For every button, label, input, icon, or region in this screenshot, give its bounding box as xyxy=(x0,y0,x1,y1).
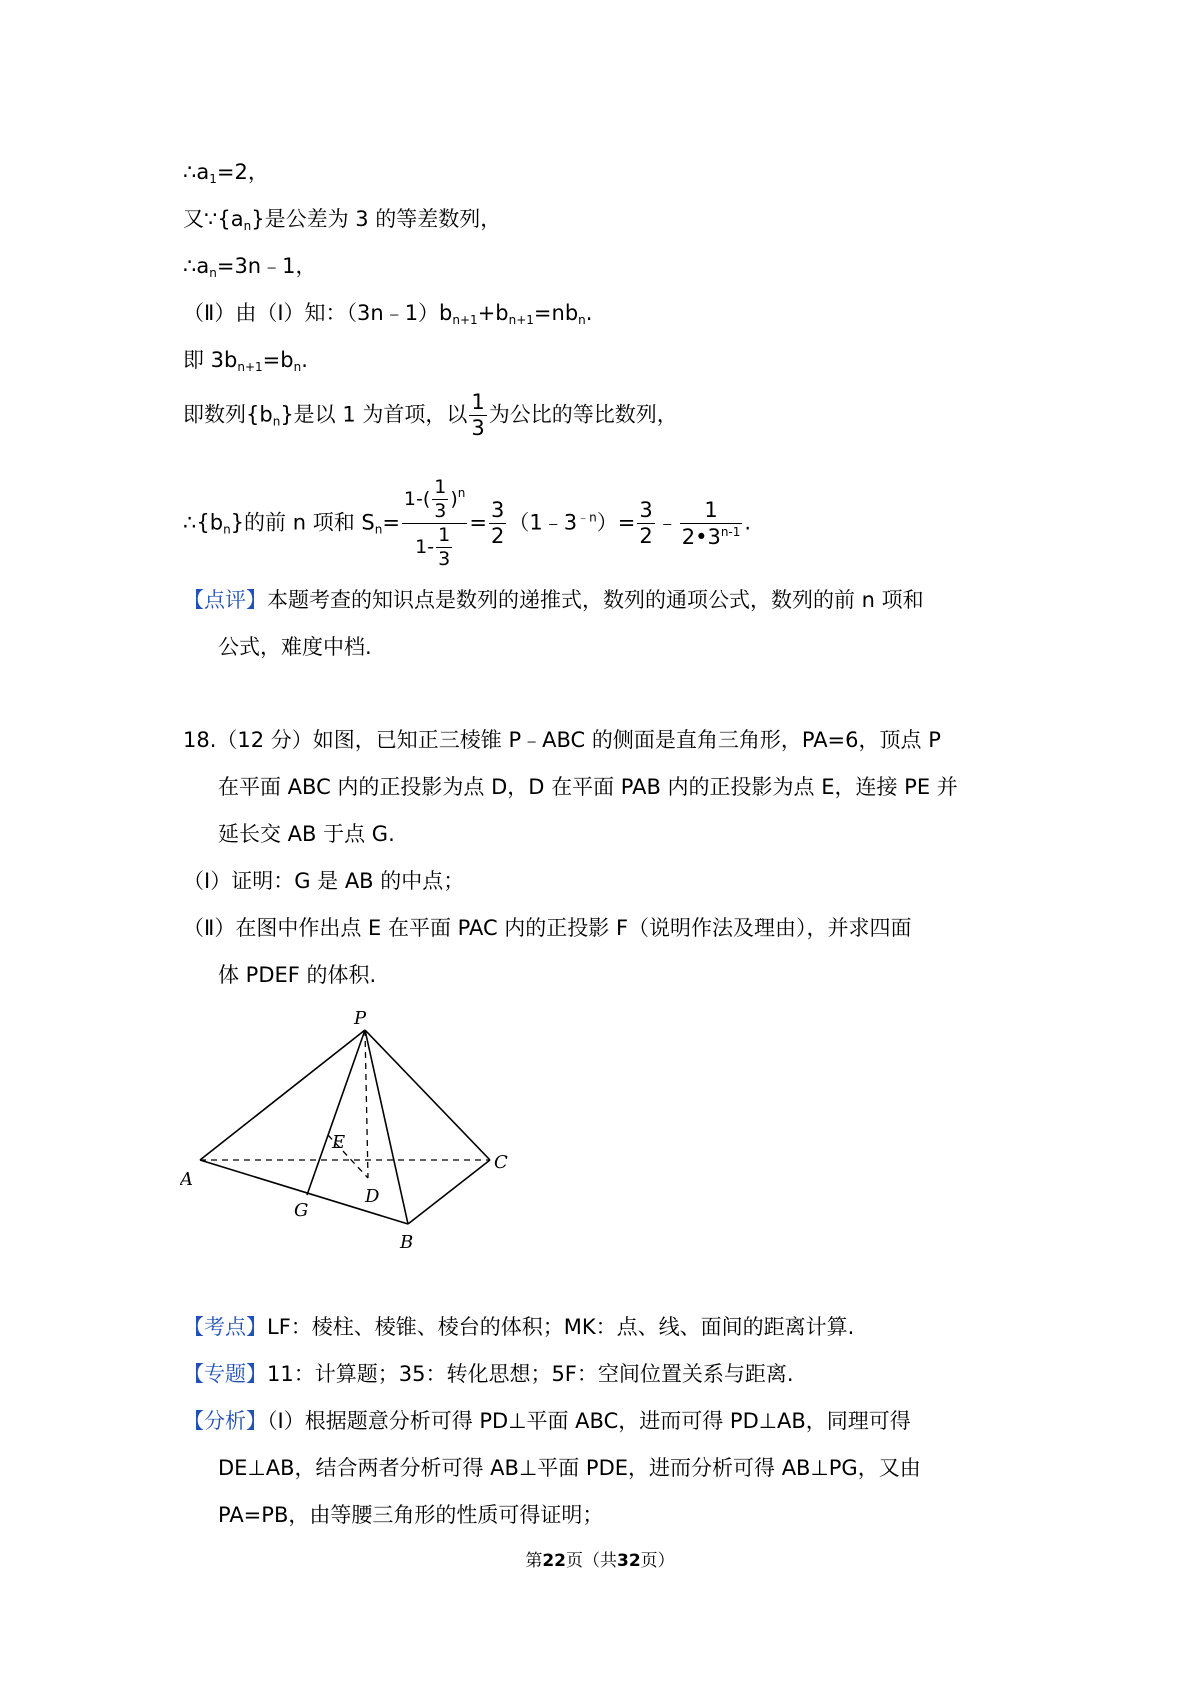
segment-pd-hidden xyxy=(365,1030,368,1178)
problem-18-part1: （Ⅰ）证明：G 是 AB 的中点； xyxy=(183,869,465,893)
pyramid-figure xyxy=(180,1000,520,1255)
label-g: G xyxy=(294,1200,309,1221)
solution-line-part2: （Ⅱ）由（Ⅰ）知：$(3n﹣1)b_{n+1}+b_{n+1}=nb_n$. xyxy=(183,301,593,327)
fenxi-line-3: PA=PB，由等腰三角形的性质可得证明； xyxy=(218,1503,604,1527)
page-number: 22 xyxy=(542,1551,566,1571)
problem-18-line-3: 延长交 AB 于点 G. xyxy=(218,822,395,846)
solution-line-recur: 即 $3b_{n+1}=b_n$. xyxy=(183,348,308,374)
kaodian-tag: 【考点】 xyxy=(183,1315,267,1339)
problem-18-part2-line-2: 体 PDEF 的体积. xyxy=(218,963,377,987)
fraction-three-halves: $\frac{3}{2}$ xyxy=(491,498,505,548)
edge-pg xyxy=(307,1030,365,1195)
zhuanti-tag: 【专题】 xyxy=(183,1362,267,1386)
review-line-2: 公式，难度中档. xyxy=(218,635,372,659)
problem-18-line-2: 在平面 ABC 内的正投影为点 D，D 在平面 PAB 内的正投影为点 E，连接 PE 并 xyxy=(218,775,958,799)
label-c: C xyxy=(494,1152,508,1173)
edge-bc xyxy=(408,1160,490,1224)
review-tag: 【点评】 xyxy=(183,588,267,612)
page-total: 32 xyxy=(617,1551,641,1571)
label-b: B xyxy=(400,1232,414,1253)
problem-18-part2-line-1: （Ⅱ）在图中作出点 E 在平面 PAC 内的正投影 F（说明作法及理由），并求四面 xyxy=(183,916,912,940)
sum-fraction: 1-( $\frac{1}{3}$ )$^n$ 1- $\frac{1}{3}$ xyxy=(403,476,466,570)
solution-line-geometric: 即数列$\{b_n\}$是以 1 为首项，以 $\frac{1}{3}$ 为公比的等比数列， xyxy=(183,390,678,440)
solution-line-sum: $\therefore\{b_n\}$的前 n 项和 $S_n=$ 1-( $\frac{1}{3}$ )$^n$ 1- $\frac{1}{3}$ = $\frac{3}{2}$ $(1﹣3^{﹣n})=$ $\frac{3}{2}$ ﹣ $\frac{1}{2•3^{n-1}}$ . xyxy=(183,476,752,570)
zhuanti-line: 【专题】11：计算题；35：转化思想；5F：空间位置关系与距离. xyxy=(183,1362,794,1386)
edge-pc xyxy=(365,1030,490,1160)
page-footer: 第22页（共32页） xyxy=(525,1551,675,1571)
solution-line-a1: $\therefore a_1=2$， xyxy=(183,160,269,186)
problem-18-line-1: 18.（12 分）如图，已知正三棱锥 P﹣ABC 的侧面是直角三角形，PA=6，顶点 P xyxy=(183,728,941,752)
solution-line-an: $\therefore a_n=3n﹣1$， xyxy=(183,254,317,280)
fraction-one-third: $\frac{1}{3}$ xyxy=(471,390,485,440)
label-a: A xyxy=(180,1169,193,1190)
solution-line-arith: 又$\because\{a_n\}$是公差为 3 的等差数列， xyxy=(183,207,502,233)
fenxi-line-1: 【分析】（Ⅰ）根据题意分析可得 PD⊥平面 ABC，进而可得 PD⊥AB，同理可得 xyxy=(183,1409,911,1433)
label-p: P xyxy=(354,1008,367,1029)
kaodian-line: 【考点】LF：棱柱、棱锥、棱台的体积；MK：点、线、面间的距离计算. xyxy=(183,1315,855,1339)
review-line-1: 【点评】本题考查的知识点是数列的递推式，数列的通项公式，数列的前 n 项和 xyxy=(183,588,924,612)
fraction-three-halves-2: $\frac{3}{2}$ xyxy=(639,498,653,548)
fenxi-line-2: DE⊥AB，结合两者分析可得 AB⊥平面 PDE，进而分析可得 AB⊥PG，又由 xyxy=(218,1456,921,1480)
label-e: E xyxy=(332,1132,346,1153)
fenxi-tag: 【分析】 xyxy=(183,1409,267,1433)
fraction-one-over-power: $\frac{1}{2•3^{n-1}}$ xyxy=(681,497,741,549)
label-d: D xyxy=(365,1186,380,1207)
